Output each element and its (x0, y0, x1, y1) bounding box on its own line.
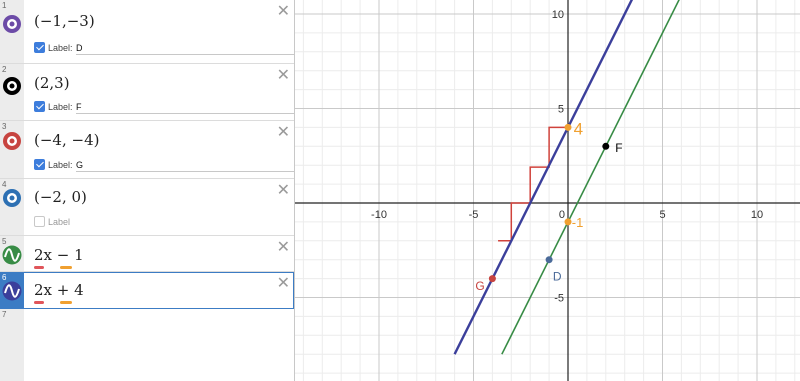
graph-canvas[interactable] (295, 0, 800, 381)
delete-icon[interactable]: ✕ (276, 124, 290, 141)
y-tick-label: 10 (551, 9, 564, 21)
point-label-d: D (552, 269, 562, 284)
expression-row-2[interactable] (0, 64, 294, 121)
delete-icon[interactable]: ✕ (276, 67, 290, 84)
annotation-underline (34, 266, 44, 269)
expression-list (0, 0, 294, 381)
label-caption: Label: (48, 43, 73, 53)
point-f[interactable] (602, 143, 609, 150)
row-number: 3 (2, 122, 7, 131)
label-input[interactable]: F (76, 101, 294, 114)
y-tick-label: -5 (554, 292, 564, 305)
x-tick-label: 0 (558, 209, 565, 221)
delete-icon[interactable]: ✕ (276, 239, 290, 256)
annotation-underline (60, 266, 72, 269)
annotation-text: -1 (571, 214, 584, 230)
math-input[interactable]: (2,3) (34, 74, 70, 92)
x-tick-label: 5 (659, 209, 666, 221)
x-tick-label: -5 (468, 209, 479, 221)
delete-icon[interactable]: ✕ (276, 275, 290, 292)
math-input[interactable] (34, 246, 84, 264)
label-caption: Label (48, 217, 71, 227)
math-text: 2x + 4 (34, 281, 84, 299)
label-caption: Label: (48, 160, 73, 170)
point-d[interactable] (546, 256, 553, 263)
point-icon[interactable] (2, 131, 22, 151)
grid-minor (295, 0, 800, 381)
intercept-point[interactable] (565, 124, 572, 131)
annotation-underline (34, 301, 44, 304)
label-checkbox[interactable] (34, 42, 45, 53)
math-input[interactable]: (−4, −4) (34, 131, 100, 149)
row-number: 6 (2, 273, 7, 282)
annotation-underline (60, 301, 72, 304)
math-text: 2x − 1 (34, 246, 84, 264)
grid-major (295, 0, 800, 381)
expression-row-1[interactable] (0, 0, 294, 64)
label-checkbox[interactable] (34, 101, 45, 112)
delete-icon[interactable]: ✕ (276, 182, 290, 199)
math-input[interactable] (34, 281, 84, 299)
point-icon[interactable] (2, 188, 22, 208)
point-icon[interactable] (2, 14, 22, 34)
expression-row-5[interactable] (0, 236, 294, 272)
expression-row-3[interactable] (0, 121, 294, 179)
row-number: 5 (2, 237, 7, 246)
point-icon[interactable] (2, 76, 22, 96)
expression-row-4[interactable] (0, 179, 294, 236)
point-g[interactable] (489, 275, 496, 282)
label-checkbox[interactable] (34, 216, 45, 227)
y-tick-label: 5 (557, 103, 564, 116)
wave-icon[interactable] (2, 281, 22, 301)
label-checkbox[interactable] (34, 159, 45, 170)
x-tick-label: 10 (750, 209, 764, 221)
label-caption: Label: (48, 102, 73, 112)
row-number: 7 (2, 310, 7, 319)
row-number: 2 (2, 65, 7, 74)
row-number: 4 (2, 180, 7, 189)
point-label-f: F (615, 141, 623, 156)
axes (295, 0, 800, 381)
annotation-text: 4 (573, 119, 584, 139)
label-input[interactable]: D (76, 42, 294, 55)
row-number: 1 (2, 1, 7, 10)
math-input[interactable]: (−2, 0) (34, 188, 87, 206)
label-input[interactable]: G (76, 159, 294, 172)
delete-icon[interactable]: ✕ (276, 3, 290, 20)
intercept-point[interactable] (565, 218, 572, 225)
point-label-g: G (475, 279, 485, 294)
x-tick-label: -10 (371, 209, 387, 221)
expression-row-7[interactable] (0, 309, 294, 337)
math-input[interactable]: (−1,−3) (34, 12, 95, 30)
wave-icon[interactable] (2, 245, 22, 265)
expression-row-6[interactable] (0, 272, 294, 309)
